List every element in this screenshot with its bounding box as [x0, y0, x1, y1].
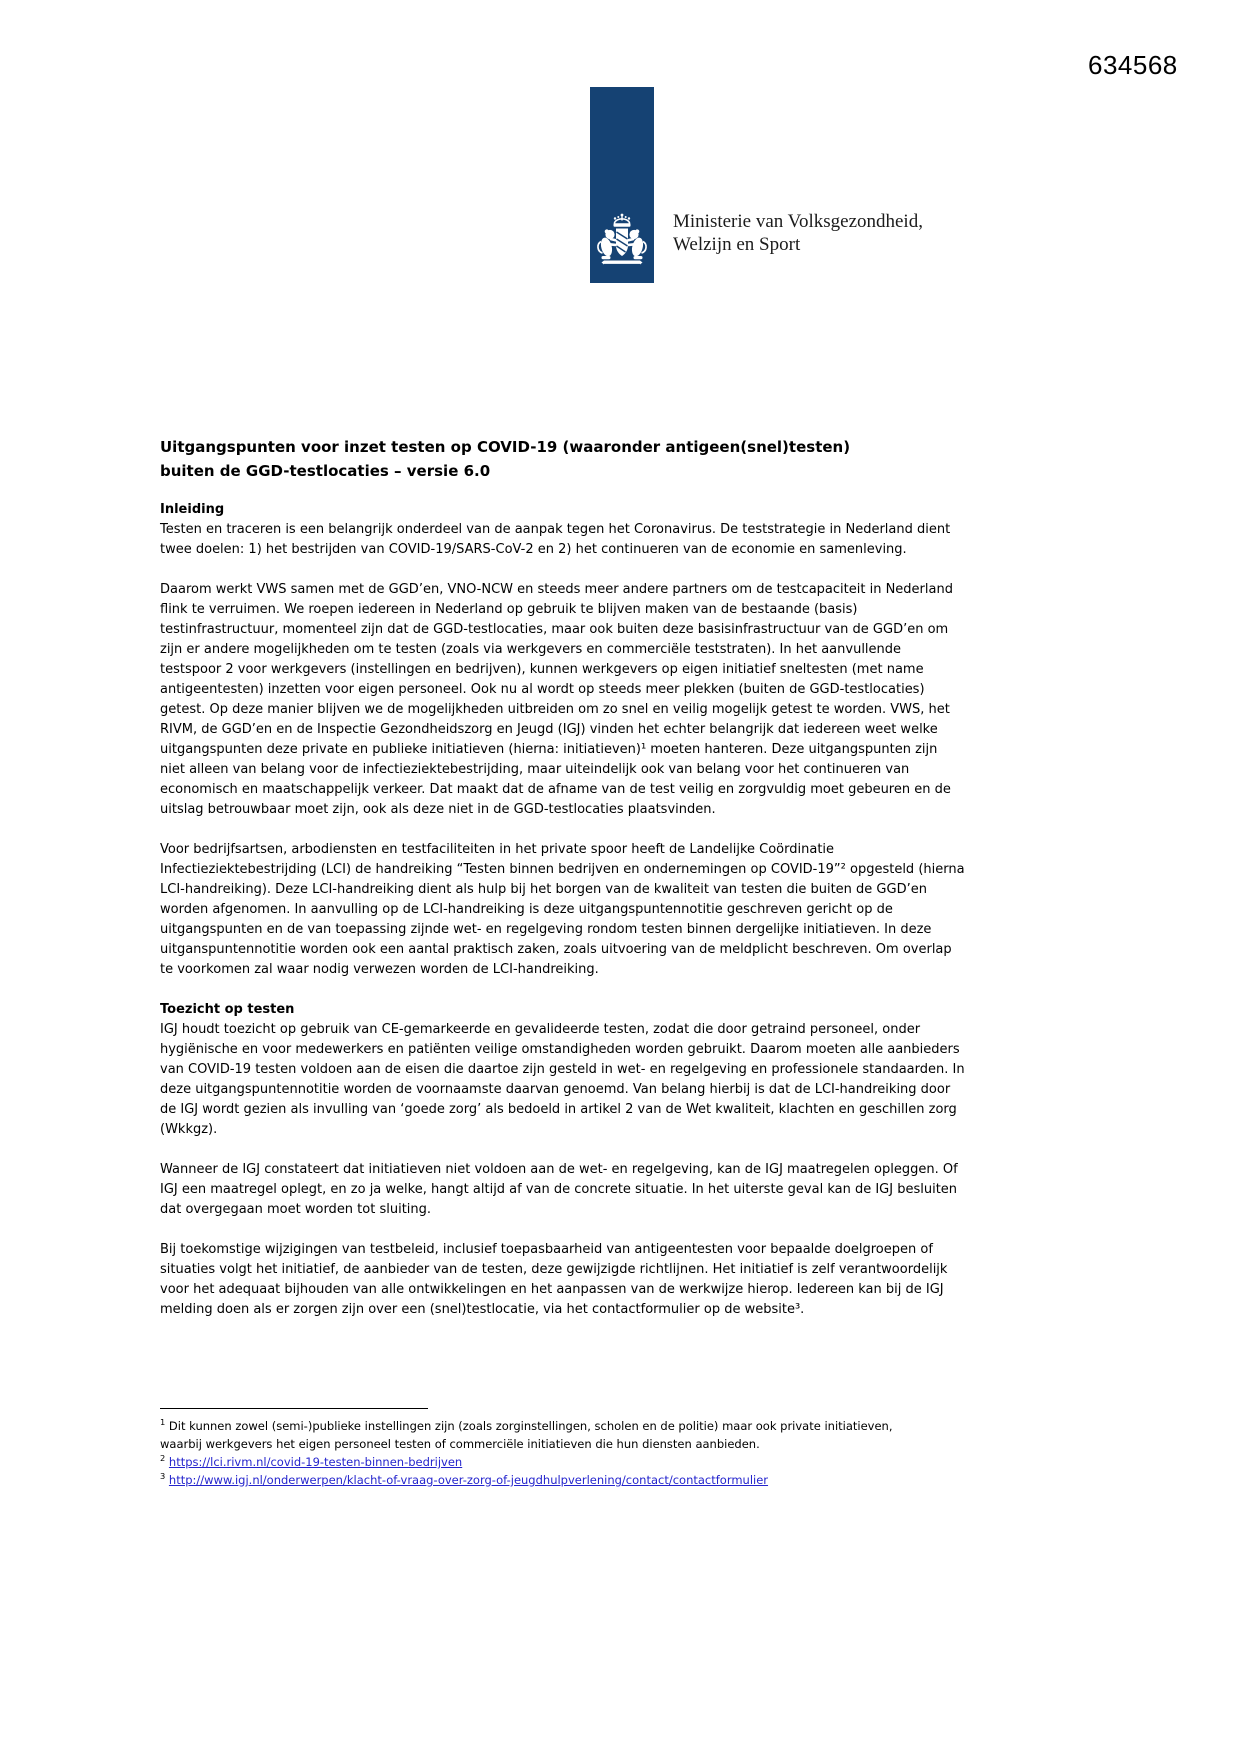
document-body	[160, 435, 966, 1340]
paragraph: IGJ houdt toezicht op gebruik van CE-gemarkeerde en gevalideerde testen, zodat die door getraind personeel, onder hygiënische en voor medewerkers en patiënten veilige omstandigheden worden gebruikt. Daarom moeten alle aanbieders van COVID-19 testen voldoen aan de eisen die daartoe zijn gesteld in wet- en regelgeving en professionele standaarden. In deze uitgangspuntennotitie worden de voornaamste daarvan genoemd. Van belang hierbij is dat de LCI-handreiking door de IGJ wordt gezien als invulling van ‘goede zorg’ als bedoeld in artikel 2 van de Wet kwaliteit, klachten en geschillen zorg (Wkkgz).	[160, 1022, 965, 1137]
footnote-list	[160, 1417, 932, 1489]
footnote-marker: 2	[160, 1453, 166, 1464]
footnote	[160, 1471, 932, 1489]
footnotes-area	[160, 1408, 932, 1489]
document-title	[160, 435, 966, 483]
rijksoverheid-logo-bar	[590, 87, 654, 283]
document-id-number: 634568	[1088, 50, 1178, 80]
section-heading: Toezicht op testen	[160, 1002, 295, 1017]
footnote	[160, 1417, 932, 1453]
paragraph: Testen en traceren is een belangrijk onderdeel van de aanpak tegen het Coronavirus. De teststrategie in Nederland dient twee doelen: 1) het bestrijden van COVID-19/SARS-CoV-2 en 2) het continueren van de economie en samenleving.	[160, 522, 951, 557]
paragraph: Voor bedrijfsartsen, arbodiensten en testfaciliteiten in het private spoor heeft de Landelijke Coördinatie Infectieziektebestrijding (LCI) de handreiking “Testen binnen bedrijven en ondernemingen op COVID-19”² opgesteld (hierna LCI-handreiking). Deze LCI-handreiking dient als hulp bij het borgen van de kwaliteit van testen die buiten de GGD’en worden afgenomen. In aanvulling op de LCI-handreiking is deze uitgangspuntennotitie geschreven gericht op de uitgangspunten en de van toepassing zijnde wet- en regelgeving rondom testen binnen dergelijke initiatieven. In deze uitganspuntennotitie worden ook een aantal praktisch zaken, zoals uitvoering van de meldplicht beschreven. Om overlap te voorkomen zal waar nodig verwezen worden de LCI-handreiking.	[160, 842, 965, 977]
ministry-name-line2: Welzijn en Sport	[673, 234, 801, 255]
section-heading: Inleiding	[160, 502, 225, 517]
footnote-marker: 1	[160, 1417, 166, 1428]
paragraph: Daarom werkt VWS samen met de GGD’en, VNO-NCW en steeds meer andere partners om de testcapaciteit in Nederland flink te verruimen. We roepen iedereen in Nederland op gebruik te blijven maken van de bestaande (basis) testinfrastructuur, momenteel zijn dat de GGD-testlocaties, maar ook buiten deze basisinfrastructuur van de GGD’en om zijn er andere mogelijkheden om te testen (zoals via werkgevers en commerciële teststraten). In het aanvullende testspoor 2 voor werkgevers (instellingen en bedrijven), kunnen werkgevers op eigen initiatief sneltesten (met name antigeentesten) inzetten voor eigen personeel. Ook nu al wordt op steeds meer plekken (buiten de GGD-testlocaties) getest. Op deze manier blijven we de mogelijkheden uitbreiden om zo snel en veilig mogelijk getest te worden. VWS, het RIVM, de GGD’en en de Inspectie Gezondheidszorg en Jeugd (IGJ) vinden het echter belangrijk dat iedereen weet welke uitgangspunten deze private en publieke initiatieven (hierna: initiatieven)¹ moeten hanteren. Deze uitgangspunten zijn niet alleen van belang voor de infectieziektebestrijding, maar uiteindelijk ook van belang voor het continueren van economisch en maatschappelijk verkeer. Dat maakt dat de afname van de test veilig en zorgvuldig moet gebeuren en de uitslag betrouwbaar moet zijn, ook als deze niet in de GGD-testlocaties plaatsvinden.	[160, 582, 953, 817]
document-title-line2: buiten de GGD-testlocaties – versie 6.0	[160, 462, 491, 480]
footnote-separator	[160, 1408, 428, 1409]
footnote-link[interactable]: https://lci.rivm.nl/covid-19-testen-binnen-bedrijven	[168, 1455, 463, 1469]
paragraph: Bij toekomstige wijzigingen van testbeleid, inclusief toepasbaarheid van antigeentesten voor bepaalde doelgroepen of situaties volgt het initiatief, de aanbieder van de testen, deze gewijzigde richtlijnen. Het initiatief is zelf verantwoordelijk voor het adequaat bijhouden van alle ontwikkelingen en het aanpassen van de werkwijze hierop. Iedereen kan bij de IGJ melding doen als er zorgen zijn over een (snel)testlocatie, via het contactformulier op de website³.	[160, 1242, 948, 1317]
ministry-name	[673, 210, 923, 256]
footnote-marker: 3	[160, 1471, 166, 1482]
footnote-text: Dit kunnen zowel (semi-)publieke instellingen zijn (zoals zorginstellingen, scholen en de politie) maar ook private initiatieven, waarbij werkgevers het eigen personeel testen of commerciële initiatieven die hun diensten aanbieden.	[160, 1419, 893, 1451]
footnote-link[interactable]: http://www.igj.nl/onderwerpen/klacht-of-vraag-over-zorg-of-jeugdhulpverlening/contact/contactformulier	[168, 1473, 769, 1487]
paragraph: Wanneer de IGJ constateert dat initiatieven niet voldoen aan de wet- en regelgeving, kan de IGJ maatregelen opleggen. Of IGJ een maatregel oplegt, en zo ja welke, hangt altijd af van de concrete situatie. In het uiterste geval kan de IGJ besluiten dat overgegaan moet worden tot sluiting.	[160, 1162, 958, 1217]
coat-of-arms-icon	[593, 213, 651, 279]
document-title-line1: Uitgangspunten voor inzet testen op COVID-19 (waaronder antigeen(snel)testen)	[160, 438, 851, 456]
footnote	[160, 1453, 932, 1471]
ministry-name-line1: Ministerie van Volksgezondheid,	[673, 211, 923, 232]
